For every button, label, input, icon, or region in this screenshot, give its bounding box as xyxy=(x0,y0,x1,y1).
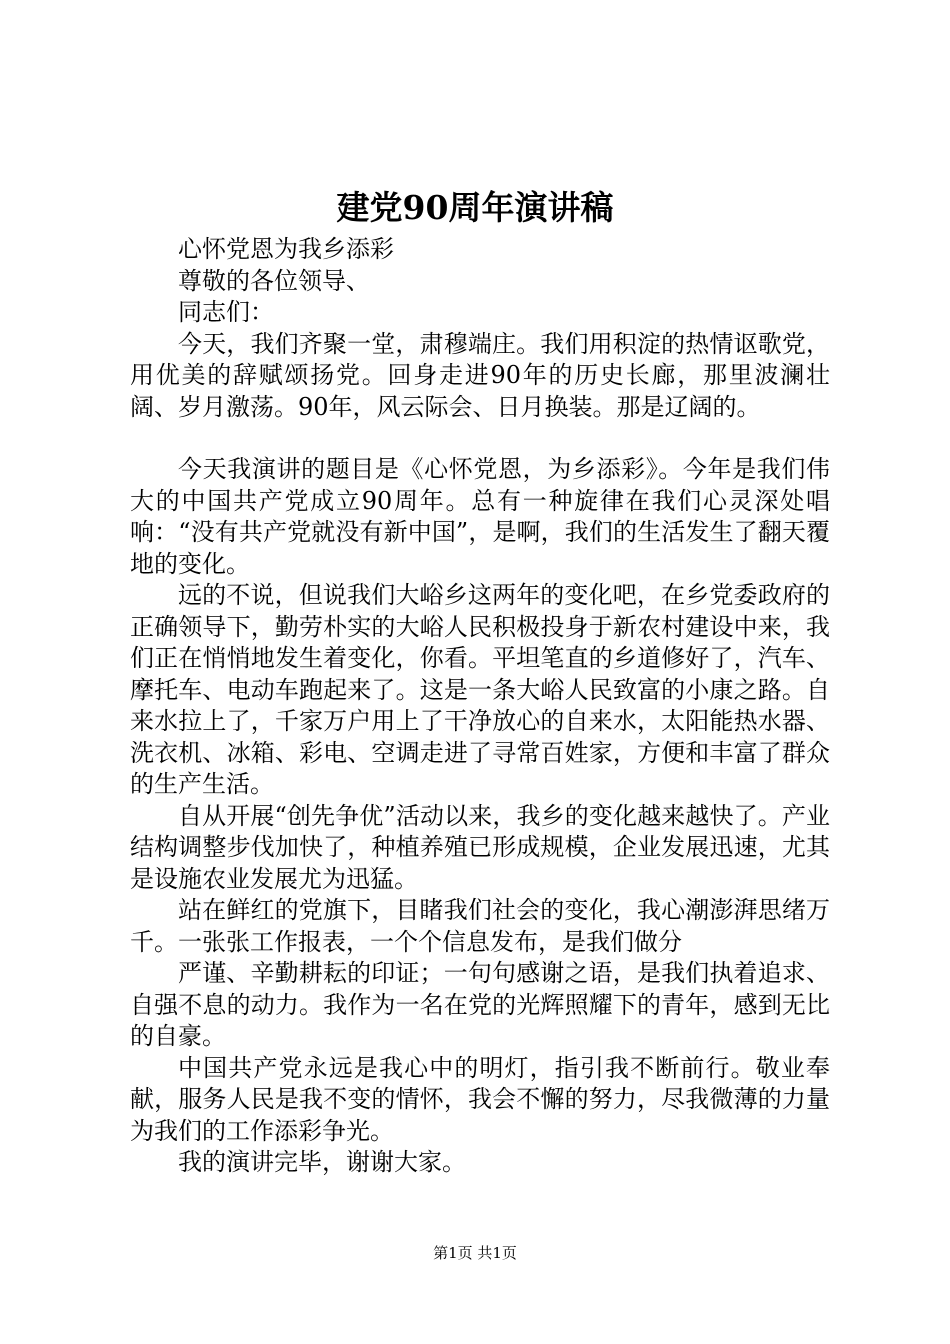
document-body xyxy=(130,234,830,1179)
document-title: 建党90周年演讲稿 xyxy=(336,188,614,227)
page-footer: 第1页 共1页 xyxy=(433,1244,517,1262)
paragraph-flag: 站在鲜红的党旗下，目睹我们社会的变化，我心潮澎湃思绪万千。一张张工作报表，一个个信息发布，是我们做分 xyxy=(130,896,830,956)
paragraph-salutation-2: 同志们： xyxy=(178,298,274,326)
paragraph-changes: 远的不说，但说我们大峪乡这两年的变化吧，在乡党委政府的正确领导下，勤劳朴实的大峪人民积极投身于新农村建设中来，我们正在悄悄地发生着变化，你看。平坦笔直的乡道修好了，汽车、摩托车、电动车跑起来了。这是一条大峪人民致富的小康之路。自来水拉上了，千家万户用上了干净放心的自来水，太阳能热水器、洗衣机、冰箱、彩电、空调走进了寻常百姓家，方便和丰富了群众的生产生活。 xyxy=(130,581,830,798)
paragraph-closing: 我的演讲完毕，谢谢大家。 xyxy=(178,1148,466,1176)
paragraph-salutation-1: 尊敬的各位领导、 xyxy=(178,266,370,295)
paragraph-topic: 今天我演讲的题目是《心怀党恩，为乡添彩》。今年是我们伟大的中国共产党成立90周年。总有一种旋律在我们心灵深处唱响：“没有共产党就没有新中国”，是啊，我们的生活发生了翻天覆地的变化。 xyxy=(130,455,830,578)
paragraph-activity: 自从开展“创先争优”活动以来，我乡的变化越来越快了。产业结构调整步伐加快了，种植养殖已形成规模，企业发展迅速，尤其是设施农业发展尤为迅猛。 xyxy=(130,801,830,893)
paragraph-pride: 严谨、辛勤耕耘的印证；一句句感谢之语，是我们执着追求、自强不息的动力。我作为一名在党的光辉照耀下的青年，感到无比的自豪。 xyxy=(130,959,830,1050)
paragraph-lamp: 中国共产党永远是我心中的明灯，指引我不断前行。敬业奉献，服务人民是我不变的情怀，我会不懈的努力，尽我微薄的力量为我们的工作添彩争光。 xyxy=(130,1053,830,1145)
paragraph-opening: 今天，我们齐聚一堂，肃穆端庄。我们用积淀的热情讴歌党，用优美的辞赋颂扬党。回身走进90年的历史长廊，那里波澜壮阔、岁月激荡。90年，风云际会、日月换装。那是辽阔的。 xyxy=(130,329,830,421)
paragraph-subtitle: 心怀党恩为我乡添彩 xyxy=(178,235,394,263)
